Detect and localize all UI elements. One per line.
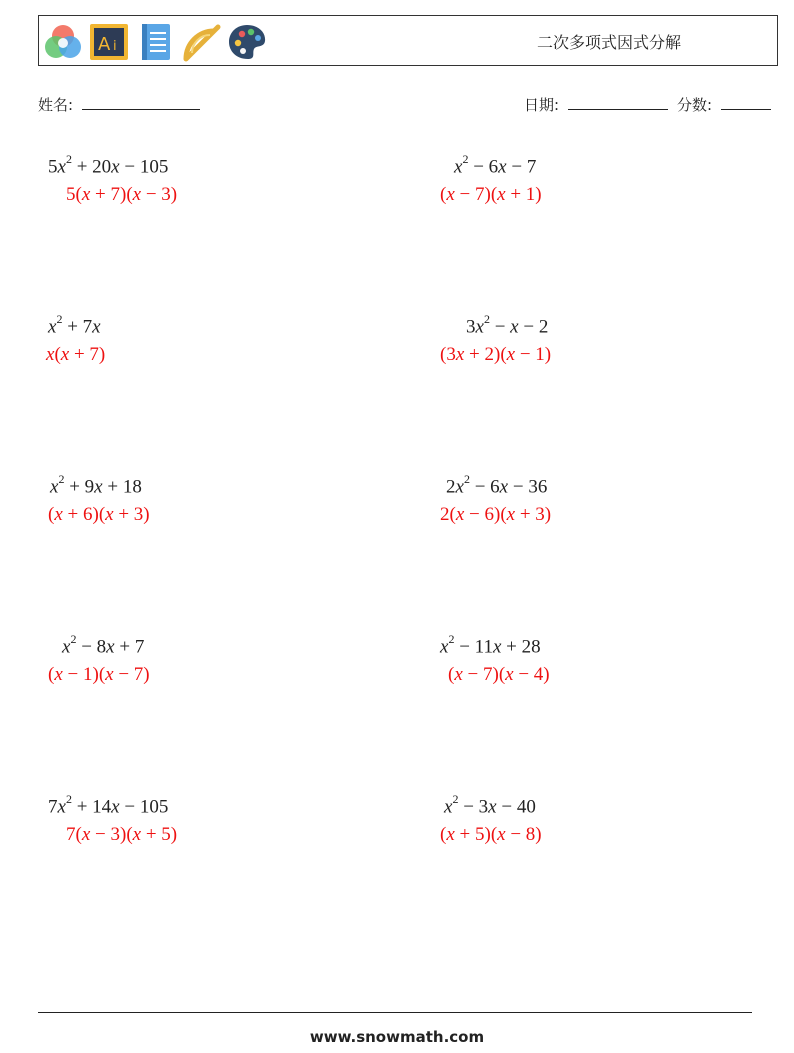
question: $3x^2 - x - 2$ xyxy=(466,312,549,338)
worksheet-title: 二次多项式因式分解 xyxy=(536,33,681,52)
problem-4 xyxy=(440,310,551,366)
answer: x(x + 7) xyxy=(46,344,106,366)
problem-3 xyxy=(46,310,105,366)
answer: (x − 7)(x − 4) xyxy=(448,664,550,686)
notebook-icon xyxy=(134,21,176,63)
problem-10 xyxy=(440,790,542,846)
problem-8 xyxy=(440,630,550,686)
answer: 5(x + 7)(x − 3) xyxy=(66,184,178,206)
question: $x^2 - 11x + 28$ xyxy=(440,632,541,658)
answer: (3x + 2)(x − 1) xyxy=(440,344,552,366)
problem-9 xyxy=(48,790,177,846)
question: $x^2 - 8x + 7$ xyxy=(62,632,145,658)
date-label: 日期: xyxy=(524,96,560,114)
problem-7 xyxy=(48,630,150,686)
problem-1 xyxy=(48,150,177,206)
header-box xyxy=(38,15,778,66)
answer: (x + 5)(x − 8) xyxy=(440,824,542,846)
question: $x^2 - 3x - 40$ xyxy=(444,792,536,818)
problem-5 xyxy=(48,470,150,526)
answer: (x + 6)(x + 3) xyxy=(48,504,150,526)
answer: 2(x − 6)(x + 3) xyxy=(440,504,552,526)
question: $x^2 - 6x - 7$ xyxy=(454,152,537,178)
protractor-icon xyxy=(180,21,222,63)
footer-rule xyxy=(38,1012,752,1013)
name-blank[interactable] xyxy=(82,95,200,110)
question: $x^2 + 7x$ xyxy=(48,312,101,338)
question: $2x^2 - 6x - 36$ xyxy=(446,472,548,498)
answer: 7(x − 3)(x + 5) xyxy=(66,824,178,846)
palette-icon xyxy=(226,21,268,63)
problem-2 xyxy=(440,150,542,206)
icon-strip xyxy=(42,21,268,63)
ai-illustrator-icon xyxy=(88,21,130,63)
score-field xyxy=(677,94,771,115)
name-label: 姓名: xyxy=(38,96,74,114)
score-blank[interactable] xyxy=(721,95,771,110)
answer: (x − 7)(x + 1) xyxy=(440,184,542,206)
footer-url[interactable]: www.snowmath.com xyxy=(309,1028,485,1046)
name-field xyxy=(38,94,200,115)
svg-text:A: A xyxy=(98,34,111,55)
problem-6 xyxy=(440,470,551,526)
answer: (x − 1)(x − 7) xyxy=(48,664,150,686)
color-wheel-icon xyxy=(42,21,84,63)
question: $7x^2 + 14x - 105$ xyxy=(48,792,169,818)
score-label: 分数: xyxy=(677,96,713,114)
svg-text:i: i xyxy=(113,39,117,54)
date-field xyxy=(524,94,668,115)
question: $5x^2 + 20x - 105$ xyxy=(48,152,169,178)
question: $x^2 + 9x + 18$ xyxy=(50,472,142,498)
date-blank[interactable] xyxy=(568,95,668,110)
